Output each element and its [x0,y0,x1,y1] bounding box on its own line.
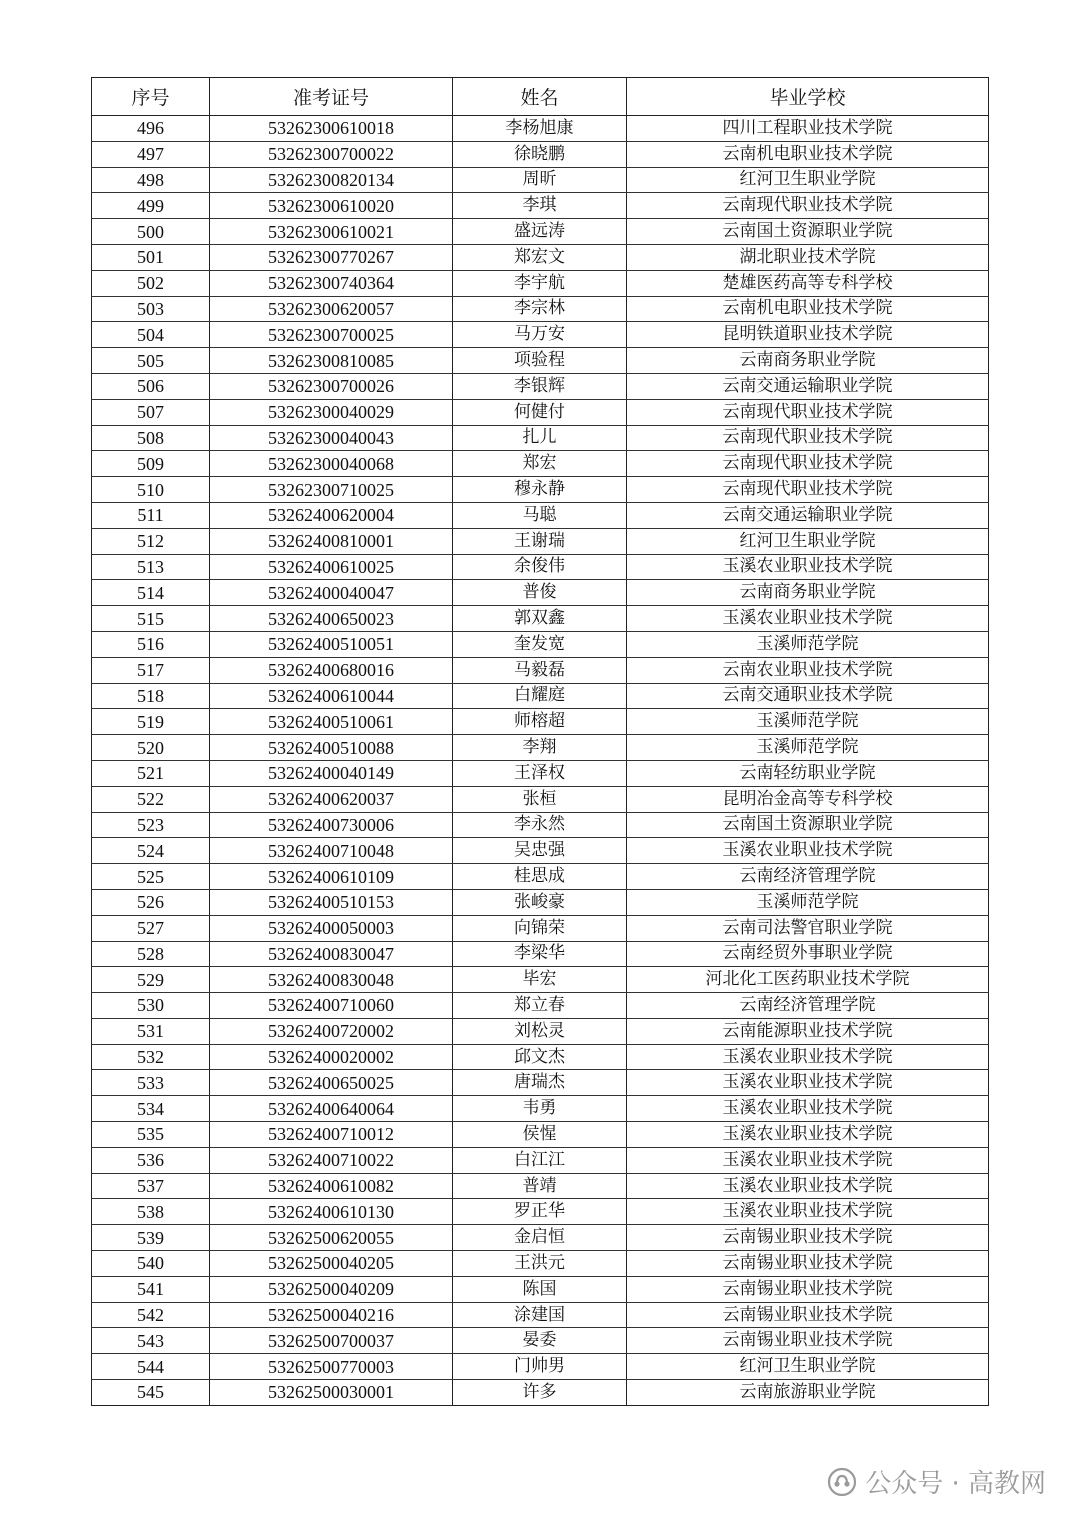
serial-number-cell: 529 [92,967,210,993]
serial-number-cell: 497 [92,141,210,167]
name-cell: 刘松灵 [453,1018,627,1044]
school-cell: 河北化工医药职业技术学院 [627,967,989,993]
name-cell: 桂思成 [453,864,627,890]
exam-number-cell: 53262300610021 [210,219,453,245]
serial-number-cell: 520 [92,735,210,761]
exam-number-cell: 53262400510061 [210,709,453,735]
serial-number-cell: 511 [92,502,210,528]
table-row [92,425,989,451]
table-row [92,683,989,709]
exam-number-cell: 53262400040047 [210,580,453,606]
table-row [92,528,989,554]
name-cell: 向锦荣 [453,915,627,941]
serial-number-cell: 540 [92,1251,210,1277]
table-row [92,709,989,735]
table-row [92,1354,989,1380]
exam-number-cell: 53262400610082 [210,1173,453,1199]
table-row [92,812,989,838]
school-cell: 昆明铁道职业技术学院 [627,322,989,348]
header-school: 毕业学校 [627,78,989,116]
exam-number-cell: 53262400710060 [210,993,453,1019]
name-cell: 邱文杰 [453,1044,627,1070]
serial-number-cell: 500 [92,219,210,245]
serial-number-cell: 508 [92,425,210,451]
name-cell: 郑立春 [453,993,627,1019]
name-cell: 陈国 [453,1276,627,1302]
table-header-row [92,78,989,116]
table-row [92,219,989,245]
school-cell: 湖北职业技术学院 [627,244,989,270]
exam-number-cell: 53262300620057 [210,296,453,322]
table-row [92,244,989,270]
exam-number-cell: 53262400640064 [210,1096,453,1122]
school-cell: 云南商务职业学院 [627,580,989,606]
exam-number-cell: 53262500040209 [210,1276,453,1302]
table-row [92,193,989,219]
exam-number-cell: 53262400710048 [210,838,453,864]
exam-number-cell: 53262400710022 [210,1147,453,1173]
exam-number-cell: 53262400040149 [210,760,453,786]
exam-number-cell: 53262400650023 [210,606,453,632]
name-cell: 张峻豪 [453,889,627,915]
table-row [92,786,989,812]
serial-number-cell: 530 [92,993,210,1019]
name-cell: 唐瑞杰 [453,1070,627,1096]
serial-number-cell: 533 [92,1070,210,1096]
school-cell: 四川工程职业技术学院 [627,116,989,142]
name-cell: 金启恒 [453,1225,627,1251]
name-cell: 张桓 [453,786,627,812]
exam-number-cell: 53262300040068 [210,451,453,477]
table-row [92,348,989,374]
school-cell: 云南经济管理学院 [627,864,989,890]
exam-number-cell: 53262300740364 [210,270,453,296]
table-row [92,296,989,322]
serial-number-cell: 541 [92,1276,210,1302]
name-cell: 马毅磊 [453,657,627,683]
table-row [92,838,989,864]
name-cell: 晏委 [453,1328,627,1354]
header-serial-number: 序号 [92,78,210,116]
name-cell: 王泽权 [453,760,627,786]
table-row [92,1147,989,1173]
exam-number-cell: 53262300610020 [210,193,453,219]
exam-number-cell: 53262300820134 [210,167,453,193]
serial-number-cell: 499 [92,193,210,219]
exam-number-cell: 53262400610025 [210,554,453,580]
school-cell: 红河卫生职业学院 [627,167,989,193]
table-row [92,1328,989,1354]
serial-number-cell: 535 [92,1122,210,1148]
table-row [92,760,989,786]
name-cell: 徐晓鹏 [453,141,627,167]
name-cell: 侯惺 [453,1122,627,1148]
table-row [92,735,989,761]
school-cell: 楚雄医药高等专科学校 [627,270,989,296]
serial-number-cell: 532 [92,1044,210,1070]
exam-number-cell: 53262400830048 [210,967,453,993]
table-row [92,631,989,657]
serial-number-cell: 518 [92,683,210,709]
table-row [92,167,989,193]
exam-number-cell: 53262300610018 [210,116,453,142]
exam-number-cell: 53262400610044 [210,683,453,709]
name-cell: 李杨旭康 [453,116,627,142]
watermark [827,1463,1046,1500]
serial-number-cell: 509 [92,451,210,477]
table-row [92,993,989,1019]
school-cell: 玉溪农业职业技术学院 [627,838,989,864]
serial-number-cell: 510 [92,477,210,503]
school-cell: 玉溪师范学院 [627,709,989,735]
table-body [92,116,989,1406]
name-cell: 涂建国 [453,1302,627,1328]
table-row [92,373,989,399]
student-list-table [91,77,989,1406]
exam-number-cell: 53262300700025 [210,322,453,348]
school-cell: 云南锡业职业技术学院 [627,1251,989,1277]
school-cell: 云南轻纺职业学院 [627,760,989,786]
table-row [92,1018,989,1044]
student-list-table-container [91,77,988,1406]
exam-number-cell: 53262300810085 [210,348,453,374]
exam-number-cell: 53262300700026 [210,373,453,399]
school-cell: 昆明冶金高等专科学校 [627,786,989,812]
name-cell: 郭双鑫 [453,606,627,632]
school-cell: 云南现代职业技术学院 [627,451,989,477]
school-cell: 玉溪师范学院 [627,735,989,761]
name-cell: 普俊 [453,580,627,606]
exam-number-cell: 53262300700022 [210,141,453,167]
header-exam-number: 准考证号 [210,78,453,116]
school-cell: 云南商务职业学院 [627,348,989,374]
serial-number-cell: 545 [92,1380,210,1406]
exam-number-cell: 53262500620055 [210,1225,453,1251]
school-cell: 云南交通运输职业学院 [627,502,989,528]
name-cell: 李银辉 [453,373,627,399]
exam-number-cell: 53262300710025 [210,477,453,503]
serial-number-cell: 517 [92,657,210,683]
table-row [92,941,989,967]
exam-number-cell: 53262500770003 [210,1354,453,1380]
serial-number-cell: 504 [92,322,210,348]
school-cell: 玉溪农业职业技术学院 [627,1147,989,1173]
serial-number-cell: 531 [92,1018,210,1044]
name-cell: 王谢瑞 [453,528,627,554]
name-cell: 李翔 [453,735,627,761]
table-row [92,502,989,528]
serial-number-cell: 503 [92,296,210,322]
table-row [92,1044,989,1070]
school-cell: 玉溪农业职业技术学院 [627,1199,989,1225]
name-cell: 李琪 [453,193,627,219]
watermark-text: 公众号 · 高教网 [865,1469,1046,1499]
serial-number-cell: 501 [92,244,210,270]
school-cell: 红河卫生职业学院 [627,528,989,554]
exam-number-cell: 53262400610130 [210,1199,453,1225]
exam-number-cell: 53262400710012 [210,1122,453,1148]
table-row [92,1122,989,1148]
name-cell: 马万安 [453,322,627,348]
serial-number-cell: 543 [92,1328,210,1354]
exam-number-cell: 53262400020002 [210,1044,453,1070]
name-cell: 奎发宽 [453,631,627,657]
name-cell: 项验程 [453,348,627,374]
school-cell: 红河卫生职业学院 [627,1354,989,1380]
school-cell: 云南锡业职业技术学院 [627,1302,989,1328]
serial-number-cell: 539 [92,1225,210,1251]
serial-number-cell: 524 [92,838,210,864]
table-row [92,1276,989,1302]
name-cell: 韦勇 [453,1096,627,1122]
school-cell: 云南锡业职业技术学院 [627,1328,989,1354]
exam-number-cell: 53262400510088 [210,735,453,761]
serial-number-cell: 502 [92,270,210,296]
serial-number-cell: 506 [92,373,210,399]
school-cell: 云南能源职业技术学院 [627,1018,989,1044]
serial-number-cell: 505 [92,348,210,374]
school-cell: 玉溪农业职业技术学院 [627,1070,989,1096]
name-cell: 穆永静 [453,477,627,503]
name-cell: 白江江 [453,1147,627,1173]
serial-number-cell: 542 [92,1302,210,1328]
name-cell: 普靖 [453,1173,627,1199]
name-cell: 马聪 [453,502,627,528]
exam-number-cell: 53262400610109 [210,864,453,890]
exam-number-cell: 53262400720002 [210,1018,453,1044]
header-name: 姓名 [453,78,627,116]
serial-number-cell: 514 [92,580,210,606]
name-cell: 王洪元 [453,1251,627,1277]
exam-number-cell: 53262400810001 [210,528,453,554]
school-cell: 玉溪农业职业技术学院 [627,1096,989,1122]
exam-number-cell: 53262400830047 [210,941,453,967]
school-cell: 云南交通职业技术学院 [627,683,989,709]
table-row [92,1380,989,1406]
table-row [92,1302,989,1328]
school-cell: 玉溪农业职业技术学院 [627,1122,989,1148]
school-cell: 云南国土资源职业学院 [627,812,989,838]
serial-number-cell: 525 [92,864,210,890]
exam-number-cell: 53262500040205 [210,1251,453,1277]
name-cell: 李宗林 [453,296,627,322]
name-cell: 毕宏 [453,967,627,993]
exam-number-cell: 53262400680016 [210,657,453,683]
serial-number-cell: 513 [92,554,210,580]
table-row [92,1225,989,1251]
school-cell: 云南锡业职业技术学院 [627,1276,989,1302]
table-row [92,889,989,915]
exam-number-cell: 53262300040043 [210,425,453,451]
table-row [92,657,989,683]
name-cell: 吴忠强 [453,838,627,864]
serial-number-cell: 538 [92,1199,210,1225]
school-cell: 云南现代职业技术学院 [627,477,989,503]
serial-number-cell: 534 [92,1096,210,1122]
serial-number-cell: 498 [92,167,210,193]
table-row [92,477,989,503]
school-cell: 云南旅游职业学院 [627,1380,989,1406]
school-cell: 云南机电职业技术学院 [627,296,989,322]
name-cell: 何健付 [453,399,627,425]
school-cell: 玉溪农业职业技术学院 [627,1044,989,1070]
table-row [92,606,989,632]
name-cell: 师榕超 [453,709,627,735]
serial-number-cell: 516 [92,631,210,657]
serial-number-cell: 537 [92,1173,210,1199]
serial-number-cell: 522 [92,786,210,812]
table-row [92,1251,989,1277]
name-cell: 周昕 [453,167,627,193]
school-cell: 玉溪农业职业技术学院 [627,554,989,580]
exam-number-cell: 53262400730006 [210,812,453,838]
school-cell: 云南交通运输职业学院 [627,373,989,399]
exam-number-cell: 53262500030001 [210,1380,453,1406]
serial-number-cell: 544 [92,1354,210,1380]
table-row [92,580,989,606]
school-cell: 云南现代职业技术学院 [627,399,989,425]
name-cell: 扎儿 [453,425,627,451]
name-cell: 李宇航 [453,270,627,296]
school-cell: 云南国土资源职业学院 [627,219,989,245]
table-row [92,399,989,425]
school-cell: 云南现代职业技术学院 [627,425,989,451]
school-cell: 玉溪师范学院 [627,631,989,657]
table-row [92,915,989,941]
serial-number-cell: 515 [92,606,210,632]
school-cell: 云南现代职业技术学院 [627,193,989,219]
serial-number-cell: 519 [92,709,210,735]
table-row [92,1096,989,1122]
name-cell: 盛远涛 [453,219,627,245]
name-cell: 余俊伟 [453,554,627,580]
exam-number-cell: 53262300770267 [210,244,453,270]
table-row [92,141,989,167]
name-cell: 许多 [453,1380,627,1406]
serial-number-cell: 521 [92,760,210,786]
serial-number-cell: 496 [92,116,210,142]
table-row [92,451,989,477]
name-cell: 罗正华 [453,1199,627,1225]
serial-number-cell: 523 [92,812,210,838]
exam-number-cell: 53262400620037 [210,786,453,812]
serial-number-cell: 507 [92,399,210,425]
table-row [92,322,989,348]
name-cell: 郑宏文 [453,244,627,270]
school-cell: 云南司法警官职业学院 [627,915,989,941]
exam-number-cell: 53262400510153 [210,889,453,915]
table-row [92,864,989,890]
table-row [92,967,989,993]
table-row [92,270,989,296]
exam-number-cell: 53262300040029 [210,399,453,425]
serial-number-cell: 536 [92,1147,210,1173]
school-cell: 云南经贸外事职业学院 [627,941,989,967]
name-cell: 门帅男 [453,1354,627,1380]
table-row [92,1173,989,1199]
serial-number-cell: 527 [92,915,210,941]
exam-number-cell: 53262400650025 [210,1070,453,1096]
name-cell: 李梁华 [453,941,627,967]
table-row [92,1199,989,1225]
name-cell: 李永然 [453,812,627,838]
table-row [92,1070,989,1096]
table-row [92,116,989,142]
serial-number-cell: 526 [92,889,210,915]
exam-number-cell: 53262500040216 [210,1302,453,1328]
school-cell: 云南机电职业技术学院 [627,141,989,167]
exam-number-cell: 53262400620004 [210,502,453,528]
school-cell: 玉溪农业职业技术学院 [627,1173,989,1199]
school-cell: 云南农业职业技术学院 [627,657,989,683]
name-cell: 郑宏 [453,451,627,477]
school-cell: 云南锡业职业技术学院 [627,1225,989,1251]
exam-number-cell: 53262500700037 [210,1328,453,1354]
wechat-icon [827,1467,857,1497]
exam-number-cell: 53262400050003 [210,915,453,941]
serial-number-cell: 528 [92,941,210,967]
exam-number-cell: 53262400510051 [210,631,453,657]
school-cell: 云南经济管理学院 [627,993,989,1019]
serial-number-cell: 512 [92,528,210,554]
name-cell: 白耀庭 [453,683,627,709]
school-cell: 玉溪师范学院 [627,889,989,915]
table-row [92,554,989,580]
school-cell: 玉溪农业职业技术学院 [627,606,989,632]
